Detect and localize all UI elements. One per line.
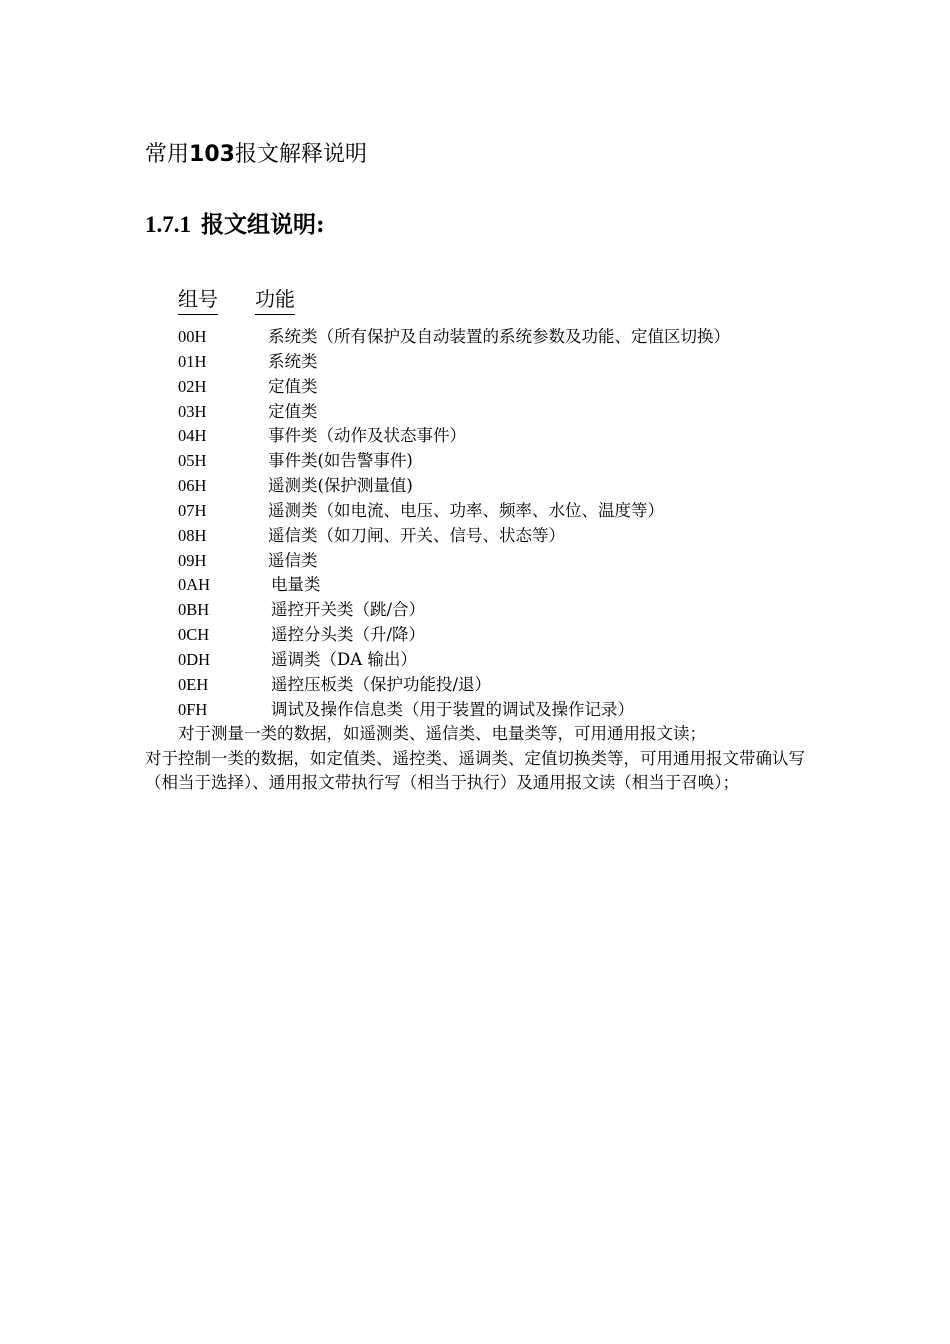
column-header-group: 组号	[178, 285, 218, 315]
group-function: 遥控开关类（跳/合）	[271, 600, 426, 620]
group-function: 遥信类（如刀闸、开关、信号、状态等）	[268, 525, 565, 545]
group-function: 定值类	[268, 376, 318, 396]
group-function: 系统类	[268, 351, 318, 371]
group-code: 0AH	[178, 575, 211, 595]
note-measurement: 对于测量一类的数据，如遥测类、遥信类、电量类等，可用通用报文读；	[178, 724, 706, 743]
group-code: 05H	[178, 451, 207, 471]
group-code: 04H	[178, 426, 207, 446]
group-function: 遥信类	[268, 550, 318, 570]
page-title-suffix: 报文解释说明	[234, 142, 367, 167]
section-heading	[145, 210, 325, 240]
group-code: 03H	[178, 401, 207, 421]
group-function: 遥控压板类（保护功能投/退）	[271, 674, 492, 694]
page-title-prefix: 常用	[145, 142, 190, 167]
page-title-number: 103	[189, 142, 235, 167]
group-function: 遥控分头类（升/降）	[271, 625, 426, 645]
group-function: 遥测类（如电流、电压、功率、频率、水位、温度等）	[268, 500, 664, 520]
group-code: 07H	[178, 500, 207, 520]
group-function: 事件类(如告警事件)	[268, 451, 413, 471]
group-code: 0DH	[178, 649, 211, 669]
group-function: 调试及操作信息类（用于装置的调试及操作记录）	[271, 699, 634, 719]
group-code: 0BH	[178, 600, 210, 620]
section-number: 1.7.1	[145, 212, 191, 237]
page-title	[145, 140, 367, 170]
group-function: 遥调类（DA 输出）	[271, 649, 417, 669]
group-function: 遥测类(保护测量值)	[268, 476, 413, 496]
group-code: 02H	[178, 376, 207, 396]
group-function: 系统类（所有保护及自动装置的系统参数及功能、定值区切换）	[268, 327, 730, 346]
group-code: 0EH	[178, 674, 209, 694]
group-code: 0FH	[178, 699, 208, 719]
group-function: 事件类（动作及状态事件）	[268, 426, 466, 446]
note-control: 对于控制一类的数据，如定值类、遥控类、遥调类、定值切换类等，可用通用报文带确认写（相当于选择）、通用报文带执行写（相当于执行）及通用报文读（相当于召唤）；	[145, 748, 805, 792]
group-function: 电量类	[271, 575, 321, 595]
group-code: 08H	[178, 525, 207, 545]
group-code: 0CH	[178, 625, 210, 645]
group-code: 00H	[178, 327, 207, 346]
group-code: 01H	[178, 351, 207, 371]
section-title: 报文组说明	[201, 211, 316, 238]
group-function: 定值类	[268, 401, 318, 421]
column-header-function: 功能	[255, 285, 295, 315]
group-code: 09H	[178, 550, 207, 570]
section-colon: :	[316, 211, 325, 238]
notes-paragraph	[145, 722, 810, 796]
group-code: 06H	[178, 476, 207, 496]
